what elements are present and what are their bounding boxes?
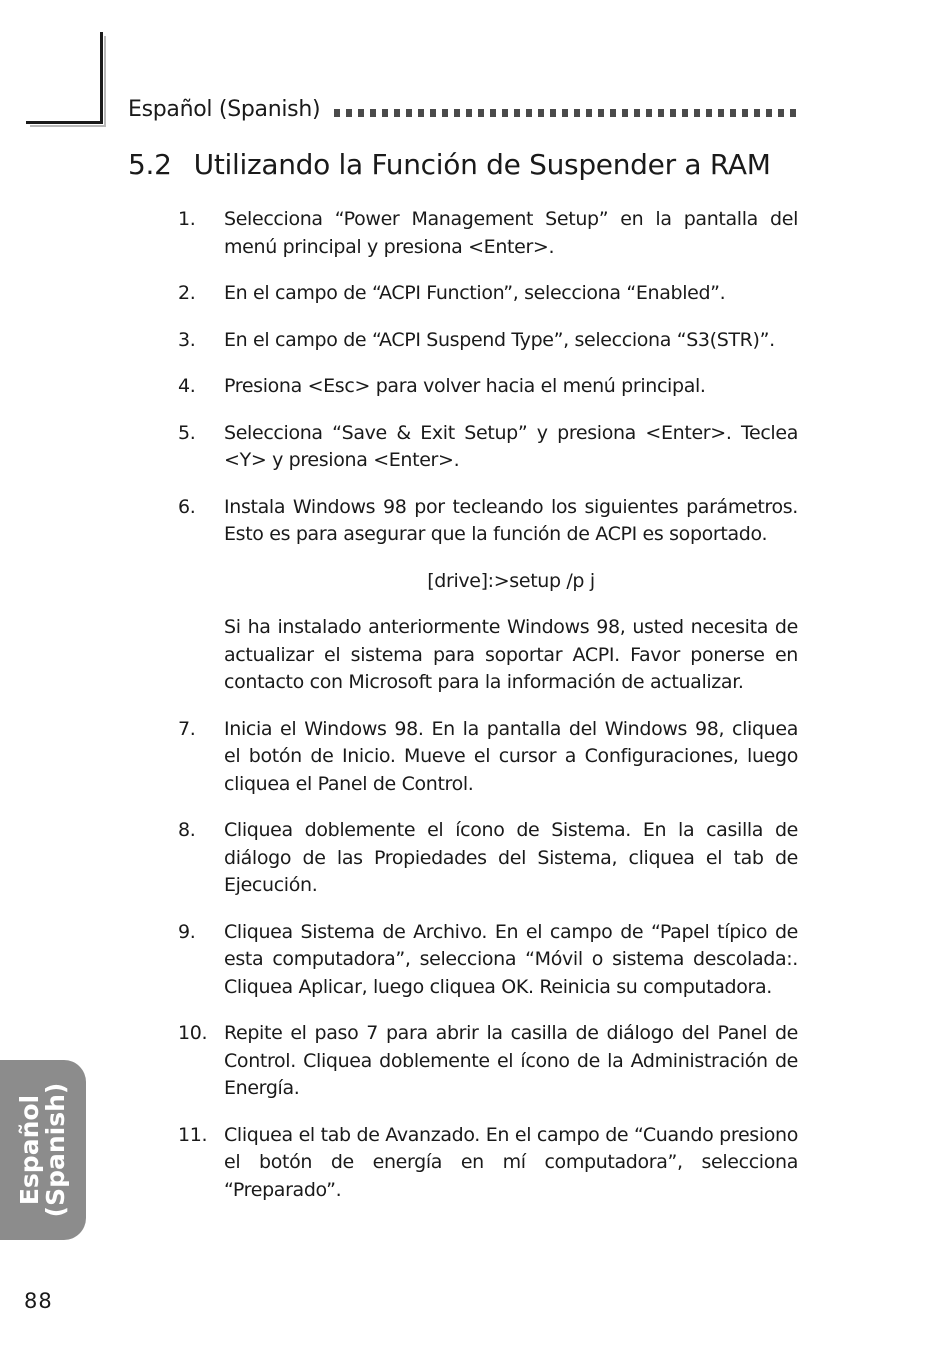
step-number: 8.: [178, 819, 196, 841]
step-3: [178, 327, 798, 355]
step-8: [178, 817, 798, 900]
step-note: Si ha instalado anteriormente Windows 98, usted necesita de actualizar el sistema para soportar ACPI. Favor ponerse en contacto con Microsoft para la información de actualizar.: [224, 616, 798, 693]
step-5: [178, 420, 798, 475]
step-7: [178, 716, 798, 799]
step-text: En el campo de “ACPI Suspend Type”, selecciona “S3(STR)”.: [224, 328, 775, 351]
step-number: 1.: [178, 208, 196, 230]
step-text: Cliquea el tab de Avanzado. En el campo de “Cuando presiono el botón de energía en mí computadora”, selecciona “Preparado”.: [224, 1123, 798, 1201]
step-text: Selecciona “Save & Exit Setup” y presiona <Enter>. Teclea <Y> y presiona <Enter>.: [224, 421, 798, 471]
step-number: 3.: [178, 328, 196, 351]
side-tab-label: [17, 1083, 69, 1218]
step-text: Cliquea Sistema de Archivo. En el campo de “Papel típico de esta computadora”, selecciona “Móvil o sistema descolada:. Cliquea Aplicar, luego cliquea OK. Reinicia su computadora.: [224, 920, 798, 998]
step-number: 10.: [178, 1022, 208, 1044]
section-title: Utilizando la Función de Suspender a RAM: [193, 148, 771, 181]
step-number: 5.: [178, 421, 196, 444]
step-text: Cliquea doblemente el ícono de Sistema. En la casilla de diálogo de las Propiedades del Sistema, cliquea el tab de Ejecución.: [224, 819, 798, 896]
step-text: Presiona <Esc> para volver hacia el menú principal.: [224, 375, 706, 397]
dot-leader: [334, 109, 798, 117]
step-text: En el campo de “ACPI Function”, selecciona “Enabled”.: [224, 282, 726, 304]
corner-mark-shadow-vertical: [104, 36, 106, 126]
step-11: [178, 1122, 798, 1205]
step-text: Repite el paso 7 para abrir la casilla de diálogo del Panel de Control. Cliquea doblemente el ícono de la Administración de Energía.: [224, 1022, 798, 1099]
language-side-tab: [0, 1060, 86, 1240]
side-tab-line-2: (Spanish): [41, 1082, 70, 1218]
step-text: Selecciona “Power Management Setup” en la pantalla del menú principal y presiona <Enter>.: [224, 208, 798, 258]
running-header-label: Español (Spanish): [128, 96, 321, 122]
step-number: 2.: [178, 282, 196, 304]
step-1: [178, 206, 798, 261]
step-number: 11.: [178, 1123, 208, 1146]
step-6: [178, 494, 798, 697]
step-10: [178, 1020, 798, 1103]
step-text: Instala Windows 98 por tecleando los siguientes parámetros. Esto es para asegurar que la función de ACPI es soportado.: [224, 495, 798, 545]
page-number: 88: [24, 1289, 53, 1313]
step-4: [178, 373, 798, 401]
corner-mark-vertical: [100, 32, 103, 124]
step-9: [178, 919, 798, 1002]
running-header: [128, 94, 798, 124]
step-number: 9.: [178, 920, 196, 943]
setup-command: [drive]:>setup /p j: [427, 569, 595, 592]
corner-mark-shadow-horizontal: [30, 125, 106, 127]
step-text: Inicia el Windows 98. En la pantalla del Windows 98, cliquea el botón de Inicio. Mueve el cursor a Configuraciones, luego cliquea el Panel de Control.: [224, 717, 798, 795]
step-number: 7.: [178, 717, 196, 740]
side-tab-line-1: Español: [15, 1094, 44, 1206]
corner-mark-horizontal: [26, 121, 103, 124]
steps-list: [178, 206, 798, 1223]
step-number: 6.: [178, 495, 196, 518]
section-number: 5.2: [128, 148, 172, 181]
section-heading: [128, 148, 771, 181]
step-number: 4.: [178, 375, 196, 397]
step-2: [178, 280, 798, 308]
